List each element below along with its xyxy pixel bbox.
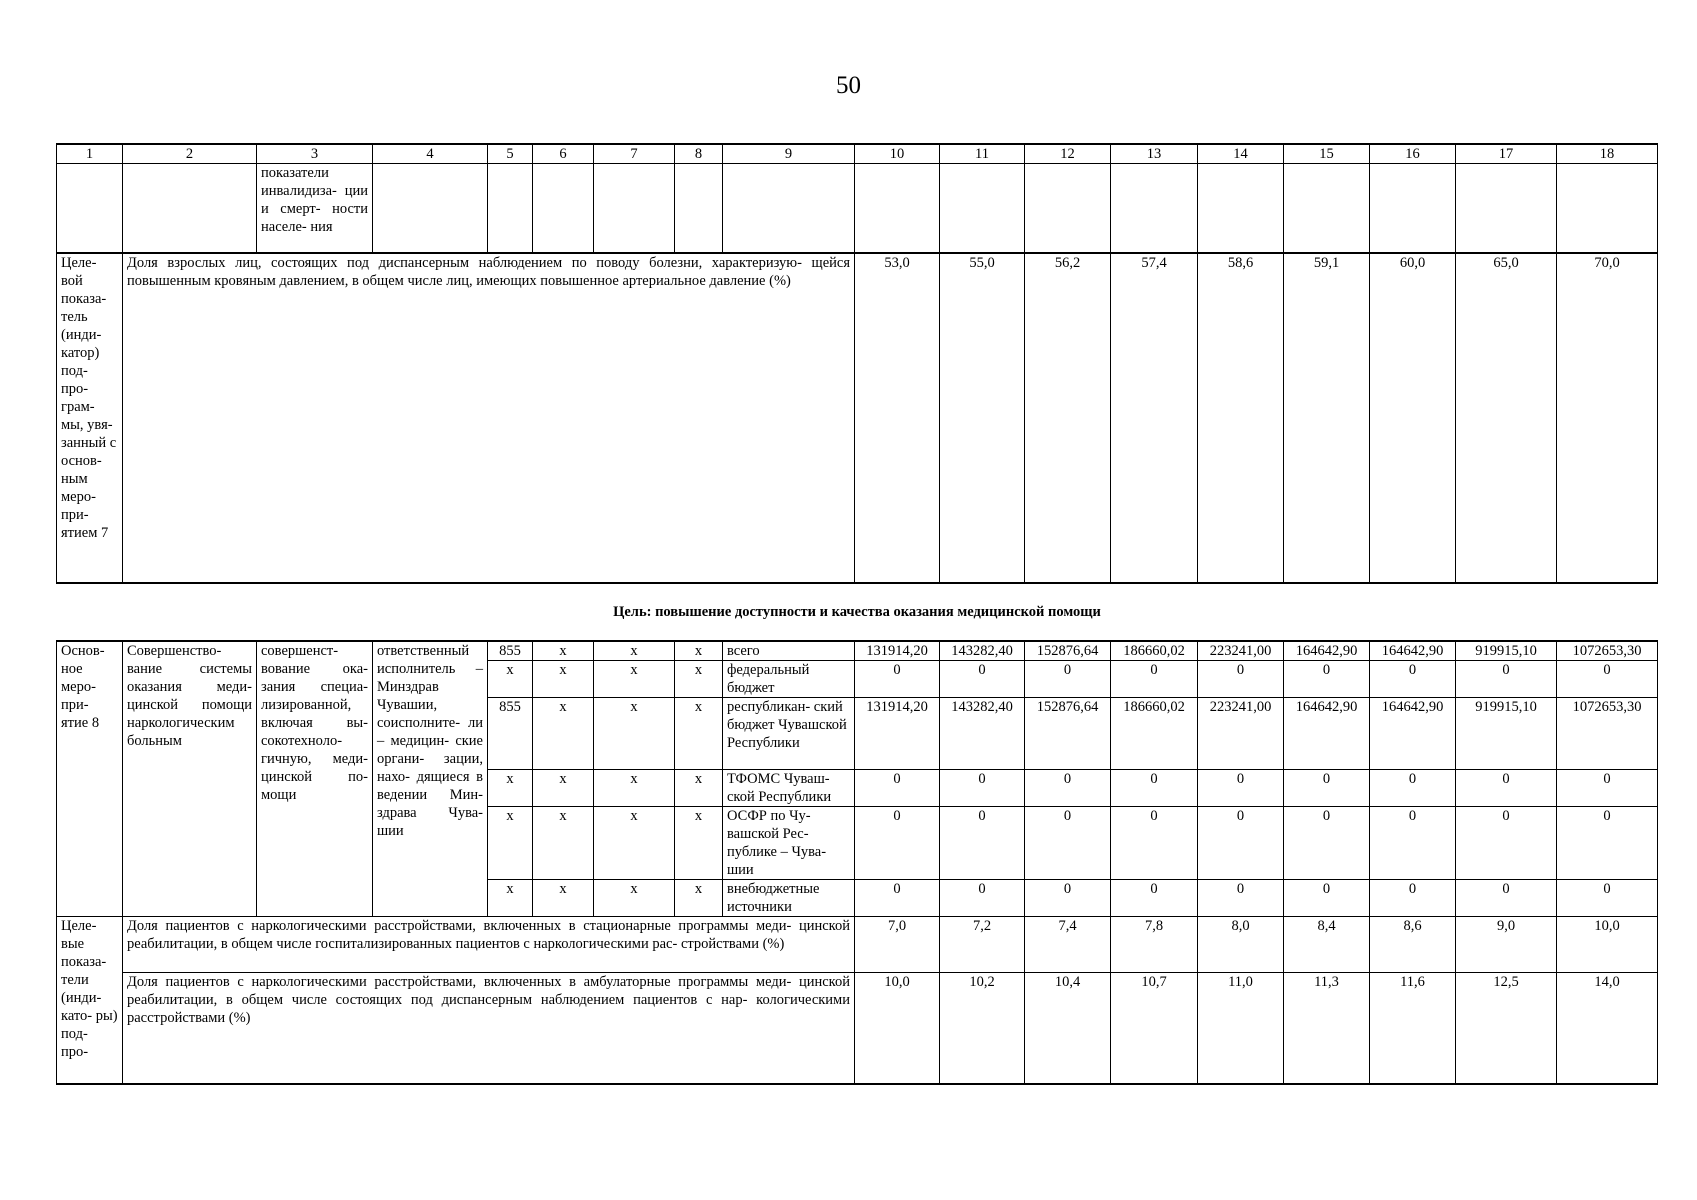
value-cell: 7,8 bbox=[1111, 916, 1198, 972]
value-cell: 152876,64 bbox=[1025, 697, 1111, 769]
header-cell: 7 bbox=[594, 144, 675, 164]
value-cell: 70,0 bbox=[1557, 253, 1658, 583]
code-cell: x bbox=[594, 806, 675, 879]
value-cell: 0 bbox=[1284, 769, 1370, 806]
value-cell: 919915,10 bbox=[1456, 641, 1557, 661]
value-cell: 0 bbox=[940, 879, 1025, 916]
value-cell: 11,6 bbox=[1370, 972, 1456, 1084]
header-cell: 12 bbox=[1025, 144, 1111, 164]
continuation-text: показатели инвалидиза- ции и смерт- ности населе- ния bbox=[257, 164, 373, 253]
measure-row bbox=[57, 641, 1658, 661]
header-cell: 11 bbox=[940, 144, 1025, 164]
value-cell: 12,5 bbox=[1456, 972, 1557, 1084]
value-cell: 0 bbox=[1025, 806, 1111, 879]
header-cell: 18 bbox=[1557, 144, 1658, 164]
header-cell: 6 bbox=[533, 144, 594, 164]
value-cell: 10,0 bbox=[855, 972, 940, 1084]
budget-table bbox=[56, 143, 1658, 1085]
value-cell: 0 bbox=[1456, 879, 1557, 916]
value-cell: 0 bbox=[1284, 806, 1370, 879]
value-cell: 164642,90 bbox=[1284, 641, 1370, 661]
value-cell: 0 bbox=[1198, 806, 1284, 879]
value-cell: 59,1 bbox=[1284, 253, 1370, 583]
value-cell: 0 bbox=[940, 769, 1025, 806]
value-cell: 10,4 bbox=[1025, 972, 1111, 1084]
code-cell: 855 bbox=[488, 641, 533, 661]
header-row bbox=[57, 144, 1658, 164]
value-cell: 919915,10 bbox=[1456, 697, 1557, 769]
code-cell: x bbox=[488, 660, 533, 697]
value-cell: 10,7 bbox=[1111, 972, 1198, 1084]
value-cell: 0 bbox=[1111, 769, 1198, 806]
value-cell: 0 bbox=[1198, 660, 1284, 697]
funding-source: федеральный бюджет bbox=[723, 660, 855, 697]
code-cell: x bbox=[675, 697, 723, 769]
code-cell: x bbox=[675, 641, 723, 661]
value-cell: 14,0 bbox=[1557, 972, 1658, 1084]
header-cell: 1 bbox=[57, 144, 123, 164]
value-cell: 0 bbox=[1370, 660, 1456, 697]
goal-heading: Цель: повышение доступности и качества оказания медицинской помощи bbox=[613, 603, 1101, 620]
goal-row bbox=[57, 583, 1658, 641]
value-cell: 57,4 bbox=[1111, 253, 1198, 583]
value-cell: 10,0 bbox=[1557, 916, 1658, 972]
code-cell: x bbox=[488, 769, 533, 806]
value-cell: 0 bbox=[1557, 660, 1658, 697]
indicator-row bbox=[57, 916, 1658, 972]
funding-source: ТФОМС Чуваш- ской Республики bbox=[723, 769, 855, 806]
value-cell: 9,0 bbox=[1456, 916, 1557, 972]
code-cell: x bbox=[594, 641, 675, 661]
value-cell: 223241,00 bbox=[1198, 697, 1284, 769]
code-cell: 855 bbox=[488, 697, 533, 769]
value-cell: 56,2 bbox=[1025, 253, 1111, 583]
value-cell: 7,2 bbox=[940, 916, 1025, 972]
header-cell: 15 bbox=[1284, 144, 1370, 164]
value-cell: 143282,40 bbox=[940, 641, 1025, 661]
value-cell: 58,6 bbox=[1198, 253, 1284, 583]
value-cell: 0 bbox=[855, 660, 940, 697]
code-cell: x bbox=[533, 660, 594, 697]
value-cell: 0 bbox=[940, 806, 1025, 879]
code-cell: x bbox=[533, 697, 594, 769]
value-cell: 55,0 bbox=[940, 253, 1025, 583]
value-cell: 0 bbox=[1198, 769, 1284, 806]
value-cell: 164642,90 bbox=[1370, 641, 1456, 661]
value-cell: 131914,20 bbox=[855, 697, 940, 769]
code-cell: x bbox=[594, 660, 675, 697]
value-cell: 0 bbox=[855, 806, 940, 879]
measure-label: Основ- ное меро- при- ятие 8 bbox=[57, 641, 123, 917]
code-cell: x bbox=[533, 879, 594, 916]
header-cell: 5 bbox=[488, 144, 533, 164]
value-cell: 0 bbox=[1198, 879, 1284, 916]
code-cell: x bbox=[675, 660, 723, 697]
page-number: 50 bbox=[836, 72, 861, 99]
code-cell: x bbox=[594, 697, 675, 769]
value-cell: 60,0 bbox=[1370, 253, 1456, 583]
header-cell: 10 bbox=[855, 144, 940, 164]
value-cell: 1072653,30 bbox=[1557, 641, 1658, 661]
code-cell: x bbox=[533, 769, 594, 806]
code-cell: x bbox=[533, 641, 594, 661]
code-cell: x bbox=[533, 806, 594, 879]
code-cell: x bbox=[488, 879, 533, 916]
funding-source: внебюджетные источники bbox=[723, 879, 855, 916]
continuation-row bbox=[57, 164, 1658, 253]
value-cell: 164642,90 bbox=[1284, 697, 1370, 769]
value-cell: 186660,02 bbox=[1111, 641, 1198, 661]
value-cell: 53,0 bbox=[855, 253, 940, 583]
header-cell: 8 bbox=[675, 144, 723, 164]
value-cell: 1072653,30 bbox=[1557, 697, 1658, 769]
funding-source: ОСФР по Чу- вашской Рес- публике – Чува- шии bbox=[723, 806, 855, 879]
header-cell: 16 bbox=[1370, 144, 1456, 164]
value-cell: 0 bbox=[855, 879, 940, 916]
code-cell: x bbox=[675, 806, 723, 879]
code-cell: x bbox=[488, 806, 533, 879]
value-cell: 0 bbox=[1111, 806, 1198, 879]
value-cell: 0 bbox=[1370, 769, 1456, 806]
indicator-row bbox=[57, 253, 1658, 583]
value-cell: 164642,90 bbox=[1370, 697, 1456, 769]
indicator-label: Целе- вой показа- тель (инди- катор) под- про- грам- мы, увя- занный с основ- ным меро- при- ятием 7 bbox=[57, 253, 123, 583]
code-cell: x bbox=[594, 769, 675, 806]
value-cell: 143282,40 bbox=[940, 697, 1025, 769]
value-cell: 11,0 bbox=[1198, 972, 1284, 1084]
indicator-text: Доля пациентов с наркологическими расстройствами, включенных в стационарные программы меди- цинской реабилитации, в общем числе госпитализированных пациентов с наркологическими рас- стройствами (%) bbox=[123, 916, 855, 972]
funding-source: всего bbox=[723, 641, 855, 661]
value-cell: 0 bbox=[1370, 806, 1456, 879]
code-cell: x bbox=[675, 879, 723, 916]
header-cell: 14 bbox=[1198, 144, 1284, 164]
funding-source: республикан- ский бюджет Чувашской Республики bbox=[723, 697, 855, 769]
header-cell: 2 bbox=[123, 144, 257, 164]
measure-executor: ответственный исполнитель – Минздрав Чувашии, соисполните- ли – медицин- ские органи- зации, нахо- дящиеся в ведении Мин- здрава Чува- шии bbox=[373, 641, 488, 917]
value-cell: 0 bbox=[1456, 806, 1557, 879]
value-cell: 186660,02 bbox=[1111, 697, 1198, 769]
value-cell: 0 bbox=[855, 769, 940, 806]
value-cell: 0 bbox=[1557, 879, 1658, 916]
value-cell: 8,4 bbox=[1284, 916, 1370, 972]
value-cell: 11,3 bbox=[1284, 972, 1370, 1084]
value-cell: 8,0 bbox=[1198, 916, 1284, 972]
value-cell: 0 bbox=[1456, 769, 1557, 806]
measure-description: совершенст- вование ока- зания специа- лизированной, включая вы- сокотехноло- гичную, меди- цинской по- мощи bbox=[257, 641, 373, 917]
value-cell: 0 bbox=[940, 660, 1025, 697]
value-cell: 131914,20 bbox=[855, 641, 940, 661]
value-cell: 152876,64 bbox=[1025, 641, 1111, 661]
value-cell: 223241,00 bbox=[1198, 641, 1284, 661]
value-cell: 0 bbox=[1111, 660, 1198, 697]
value-cell: 0 bbox=[1284, 879, 1370, 916]
value-cell: 10,2 bbox=[940, 972, 1025, 1084]
indicator-label: Целе- вые показа- тели (инди- като- ры) под- про- bbox=[57, 916, 123, 1084]
indicator-row bbox=[57, 972, 1658, 1084]
header-cell: 13 bbox=[1111, 144, 1198, 164]
header-cell: 17 bbox=[1456, 144, 1557, 164]
value-cell: 0 bbox=[1025, 879, 1111, 916]
header-cell: 9 bbox=[723, 144, 855, 164]
value-cell: 0 bbox=[1284, 660, 1370, 697]
measure-name: Совершенство- вание системы оказания меди- цинской помощи наркологическим больным bbox=[123, 641, 257, 917]
value-cell: 7,0 bbox=[855, 916, 940, 972]
value-cell: 0 bbox=[1025, 660, 1111, 697]
value-cell: 0 bbox=[1370, 879, 1456, 916]
indicator-text: Доля пациентов с наркологическими расстройствами, включенных в амбулаторные программы меди- цинской реабилитации, в общем числе состоящих под диспансерным наблюдением пациентов с нар- кологическими расстройствами (%) bbox=[123, 972, 855, 1084]
value-cell: 0 bbox=[1456, 660, 1557, 697]
header-cell: 3 bbox=[257, 144, 373, 164]
code-cell: x bbox=[594, 879, 675, 916]
header-cell: 4 bbox=[373, 144, 488, 164]
code-cell: x bbox=[675, 769, 723, 806]
value-cell: 0 bbox=[1557, 806, 1658, 879]
value-cell: 0 bbox=[1025, 769, 1111, 806]
value-cell: 0 bbox=[1557, 769, 1658, 806]
indicator-text: Доля взрослых лиц, состоящих под диспансерным наблюдением по поводу болезни, характеризую- щейся повышенным кровяным давлением, в общем числе лиц, имеющих повышенное артериальное давление (%) bbox=[123, 253, 855, 583]
value-cell: 65,0 bbox=[1456, 253, 1557, 583]
value-cell: 7,4 bbox=[1025, 916, 1111, 972]
value-cell: 8,6 bbox=[1370, 916, 1456, 972]
value-cell: 0 bbox=[1111, 879, 1198, 916]
